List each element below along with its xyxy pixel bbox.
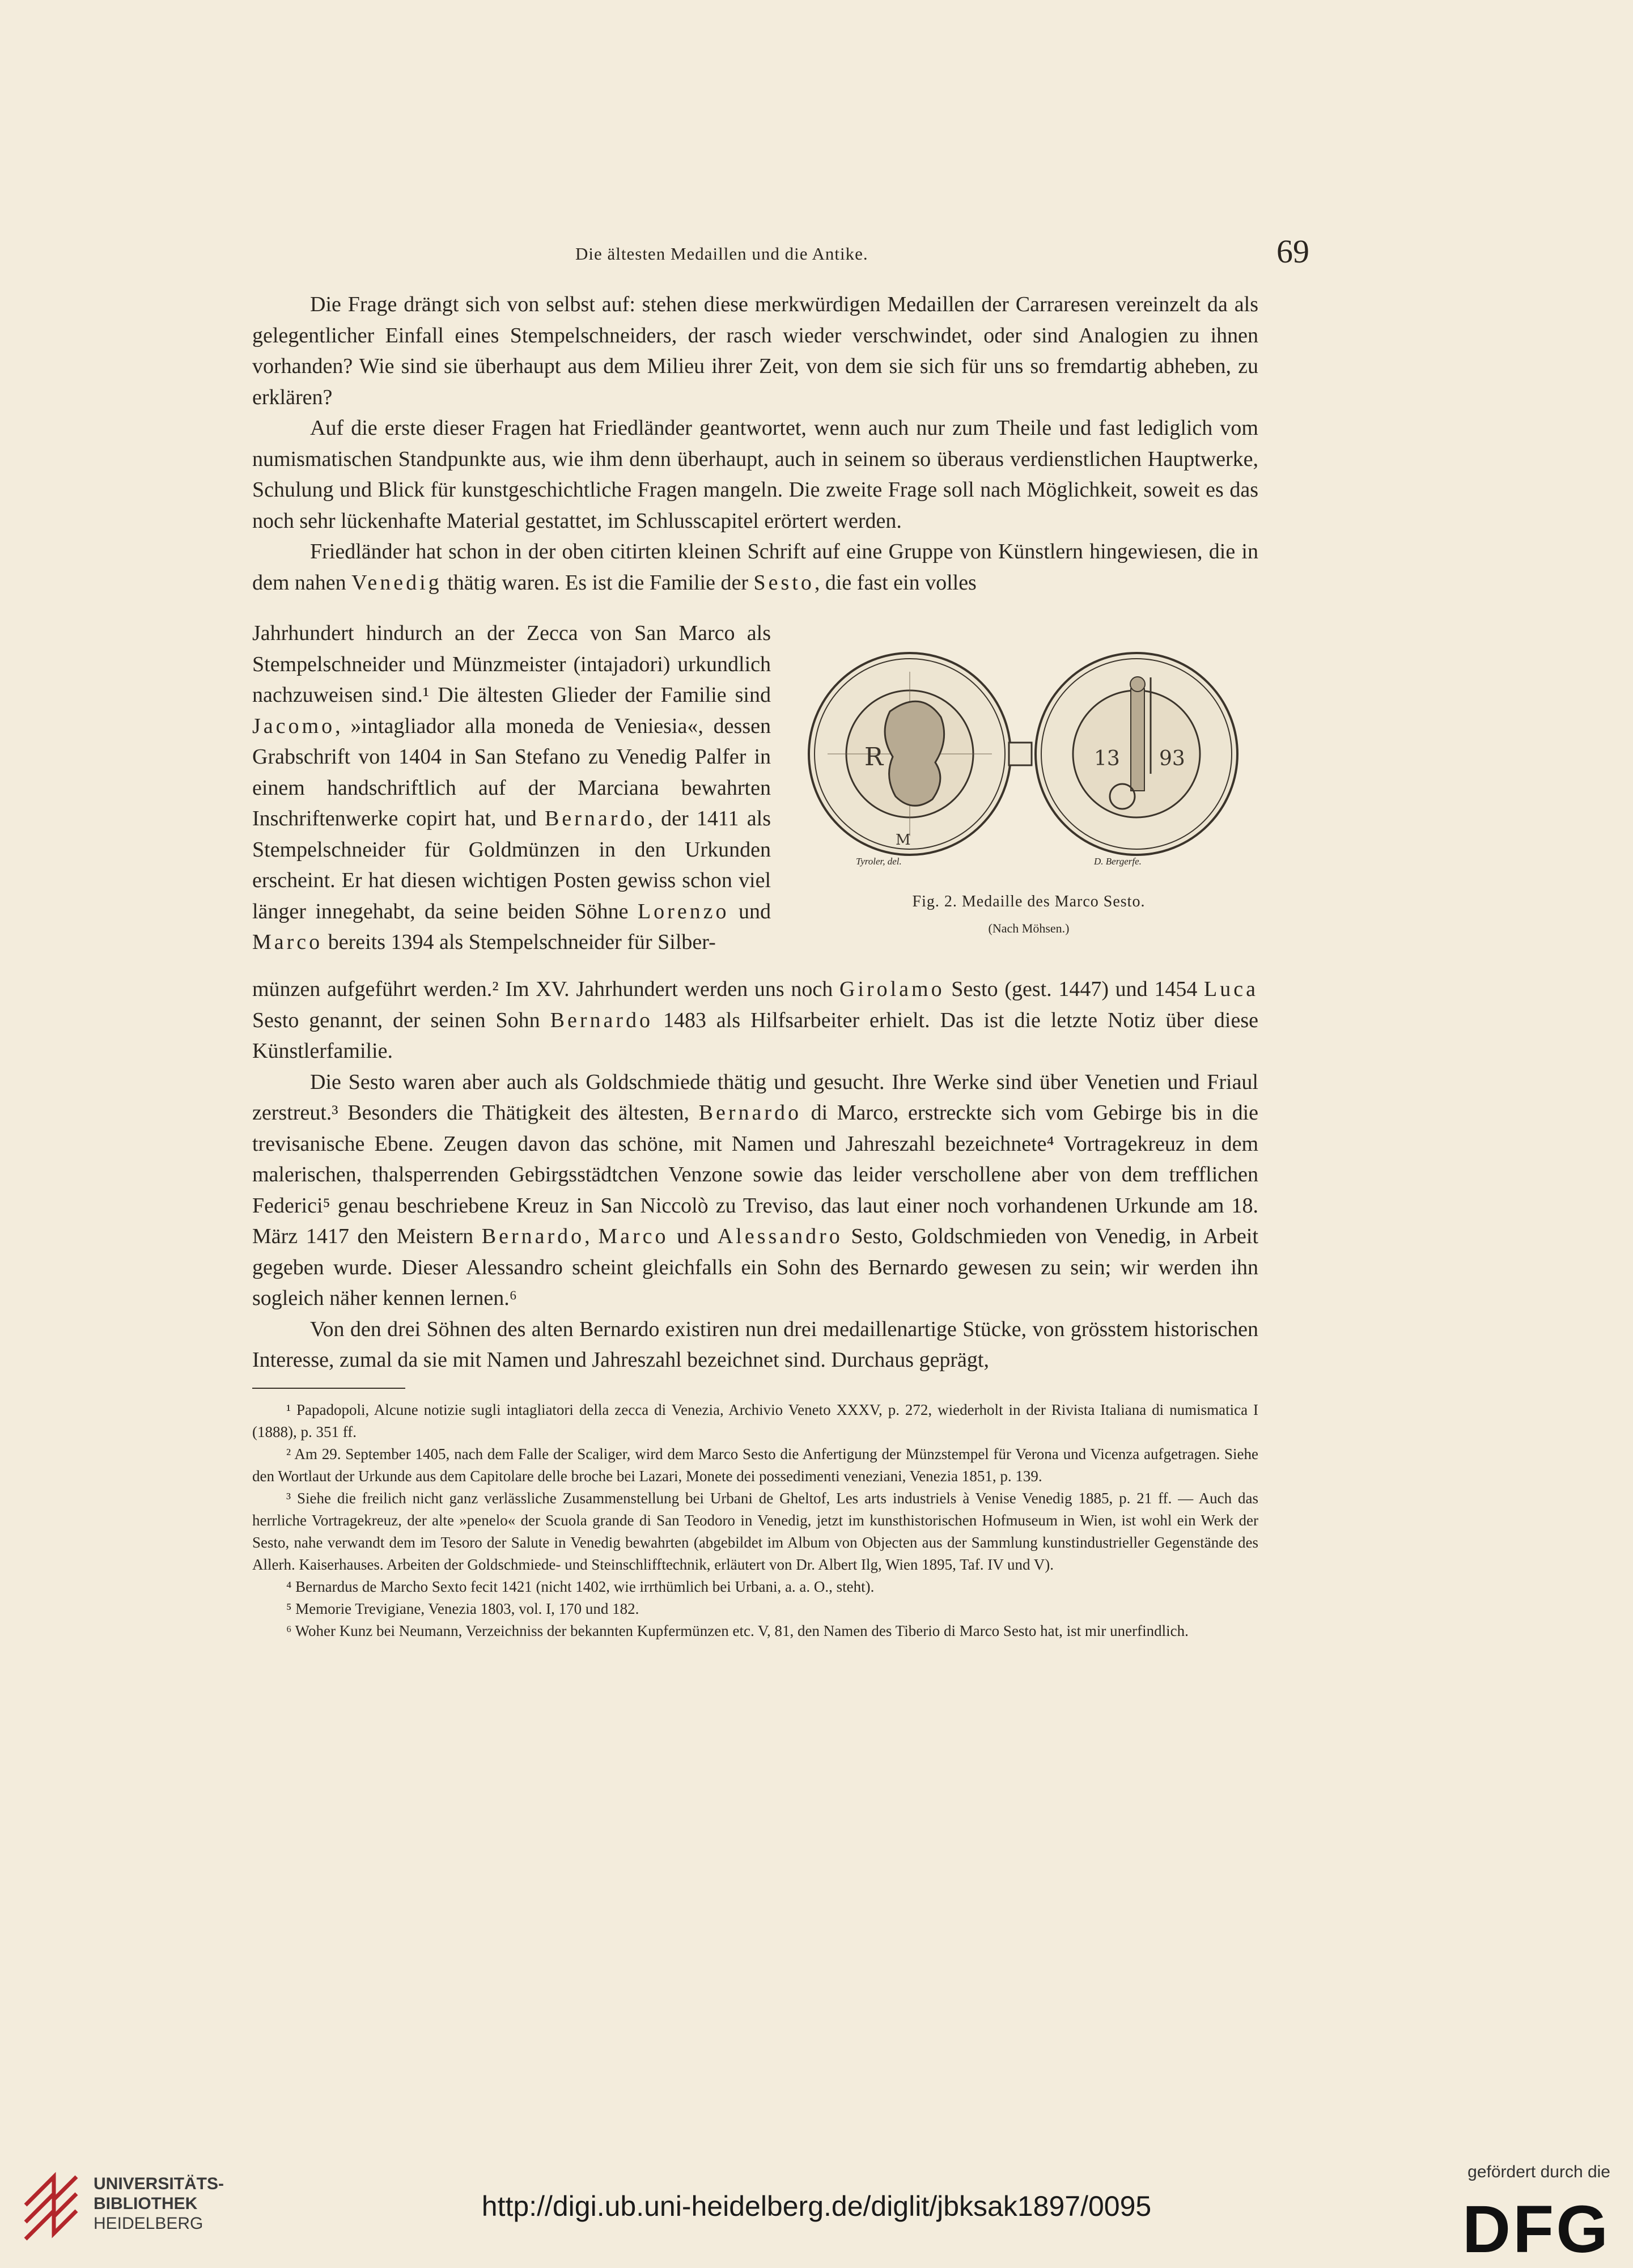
medal-obverse	[809, 653, 1011, 855]
body-text-top	[252, 289, 1258, 598]
engraver-signature-left: Tyroler, del.	[856, 856, 902, 867]
digitization-footer	[0, 2140, 1633, 2267]
medal-illustration	[805, 649, 1253, 859]
footnote: ⁶ Woher Kunz bei Neumann, Verzeichniss der bekannten Kupfermünzen etc. V, 81, den Namen des Tiberio di Marco Sesto hat, ist mir unerfindlich.	[286, 1622, 1189, 1639]
paragraph-4: Die Sesto waren aber auch als Goldschmiede thätig und gesucht. Ihre Werke sind über Venetien und Friaul zerstreut.³ Besonders die Thätigkeit des ältesten, Bernardo di Marco, erstreckte sich vom Gebirge bis in die trevisanische Ebene. Zeugen davon das schöne, mit Namen und Jahreszahl bezeichnete⁴ Vortragekreuz in dem malerischen, thalsperrenden Gebirgsstädtchen Venzone sowie das leider verschollene aber von dem trefflichen Federici⁵ genau beschriebene Kreuz in San Niccolò zu Treviso, das laut einer noch vorhandenen Urkunde am 18. März 1417 den Meistern Bernardo, Marco und Alessandro Sesto, Goldschmieden von Venedig, in Arbeit gegeben wurde. Dieser Alessandro scheint gleichfalls ein Sohn des Bernardo gewesen zu sein; wir werden ihn sogleich näher kennen lernen.⁶	[252, 1070, 1258, 1310]
footnote: ¹ Papadopoli, Alcune notizie sugli intagliatori della zecca di Venezia, Archivio Veneto XXXV, p. 272, wiederholt in der Rivista Italiana di numismatica I (1888), p. 351 ff.	[252, 1401, 1258, 1440]
medal-link	[1009, 743, 1032, 765]
paragraph-2: Auf die erste dieser Fragen hat Friedländer geantwortet, wenn auch nur zum Theile und fast lediglich vom numismatischen Standpunkte aus, wie ihm denn überhaupt, auch in seinem so überaus verdienstlichen Hauptwerke, Schulung und Blick für kunstgeschichtliche Fragen mangeln. Die zweite Frage soll nach Möglichkeit, soweit es das noch sehr lückenhafte Material gestattet, im Schlusscapitel erörtert werden.	[252, 416, 1258, 533]
library-name: UNIVERSITÄTS- BIBLIOTHEK HEIDELBERG	[94, 2174, 224, 2233]
footnote: ² Am 29. September 1405, nach dem Falle der Scaliger, wird dem Marco Sesto die Anfertigung der Münzstempel für Verona und Vicenza aufgetragen. Siehe den Wortlaut der Urkunde aus dem Capitolare delle broche bei Lazari, Monete dei possedimenti veneziani, Venezia 1851, p. 139.	[252, 1445, 1258, 1485]
paragraph-3-end: münzen aufgeführt werden.² Im XV. Jahrhundert werden uns noch Girolamo Sesto (gest. 1447) und 1454 Luca Sesto genannt, der seinen Sohn Bernardo 1483 als Hilfsarbeiter erhielt. Das ist die letzte Notiz über diese Künstlerfamilie.	[252, 977, 1258, 1063]
engraver-signature-right: D. Bergerfe.	[1094, 856, 1142, 867]
footnotes	[252, 1399, 1258, 1642]
source-url-link[interactable]: http://digi.ub.uni-heidelberg.de/diglit/jbksak1897/0095	[481, 2190, 1152, 2222]
paragraph-3-start: Friedländer hat schon in der oben citirten kleinen Schrift auf eine Gruppe von Künstlern hingewiesen, die in dem nahen Venedig thätig waren. Es ist die Familie der Sesto, die fast ein volles	[252, 540, 1258, 595]
svg-text:93: 93	[1159, 747, 1185, 770]
funded-by-text: gefördert durch die	[1467, 2163, 1610, 2181]
footnote: ³ Siehe die freilich nicht ganz verlässliche Zusammenstellung bei Urbani de Gheltof, Les arts industriels à Venise Venedig 1885, p. 21 ff. — Auch das herrliche Vortragekreuz, der alte »penelo« der Scuola grande di San Teodoro in Venedig, jetzt im kunsthistorischen Hofmuseum in Wien, ist wohl ein Werk der Sesto, nahe verwandt dem im Tesoro der Salute in Venedig bewahrten (abgebildet im Album von Objecten aus der Sammlung kunstindustrieller Gegenstände des Allerh. Kaiserhauses. Arbeiten der Goldschmiede- und Steinschlifftechnik, erläutert von Dr. Albert Ilg, Wien 1895, Taf. IV und V).	[252, 1490, 1258, 1573]
page-number: 69	[1276, 233, 1309, 270]
page-header	[252, 232, 1309, 272]
svg-text:13: 13	[1094, 747, 1120, 770]
footnote-rule	[252, 1388, 405, 1389]
medal-reverse	[1036, 653, 1237, 855]
footnote: ⁵ Memorie Trevigiane, Venezia 1803, vol. I, 170 und 182.	[286, 1600, 639, 1617]
figure-medal	[794, 649, 1264, 955]
footnote: ⁴ Bernardus de Marcho Sexto fecit 1421 (nicht 1402, wie irrthümlich bei Urbani, a. a. O., steht).	[286, 1578, 875, 1595]
running-title: Die ältesten Medaillen und die Antike.	[575, 244, 868, 264]
body-text-bottom	[252, 974, 1258, 1376]
svg-text:R: R	[864, 743, 884, 771]
paragraph-5: Von den drei Söhnen des alten Bernardo existiren nun drei medaillenartige Stücke, von grösstem historischen Interesse, zumal da sie mit Namen und Jahreszahl bezeichnet sind. Durchaus geprägt,	[252, 1317, 1258, 1372]
body-text-beside-figure: Jahrhundert hindurch an der Zecca von San Marco als Stempelschneider und Münzmeister (intajadori) urkundlich nachzuweisen sind.¹ Die ältesten Glieder der Familie sind Jacomo, »intagliador alla moneda de Veniesia«, dessen Grabschrift von 1404 in San Stefano zu Venedig Palfer in einem handschriftlich auf der Marciana bewahrten Inschriftenwerke copirt hat, und Bernardo, der 1411 als Stempelschneider für Goldmünzen in den Urkunden erscheint. Er hat diesen wichtigen Posten gewiss schon viel länger innegehabt, da seine beiden Söhne Lorenzo und Marco bereits 1394 als Stempelschneider für Silber-	[252, 621, 771, 954]
dfg-logo: DFG	[1462, 2192, 1610, 2267]
svg-text:M: M	[896, 832, 911, 849]
paragraph-1: Die Frage drängt sich von selbst auf: stehen diese merkwürdigen Medaillen der Carraresen vereinzelt da als gelegentlicher Einfall eines Stempelschneiders, der rasch wieder verschwindet, oder sind Analogien zu ihnen vorhanden? Wie sind sie überhaupt aus dem Milieu ihrer Zeit, von dem sie sich für uns so fremdartig abheben, zu erklären?	[252, 292, 1258, 409]
figure-caption: Fig. 2. Medaille des Marco Sesto.	[912, 893, 1146, 910]
figure-source: (Nach Möhsen.)	[988, 921, 1070, 935]
